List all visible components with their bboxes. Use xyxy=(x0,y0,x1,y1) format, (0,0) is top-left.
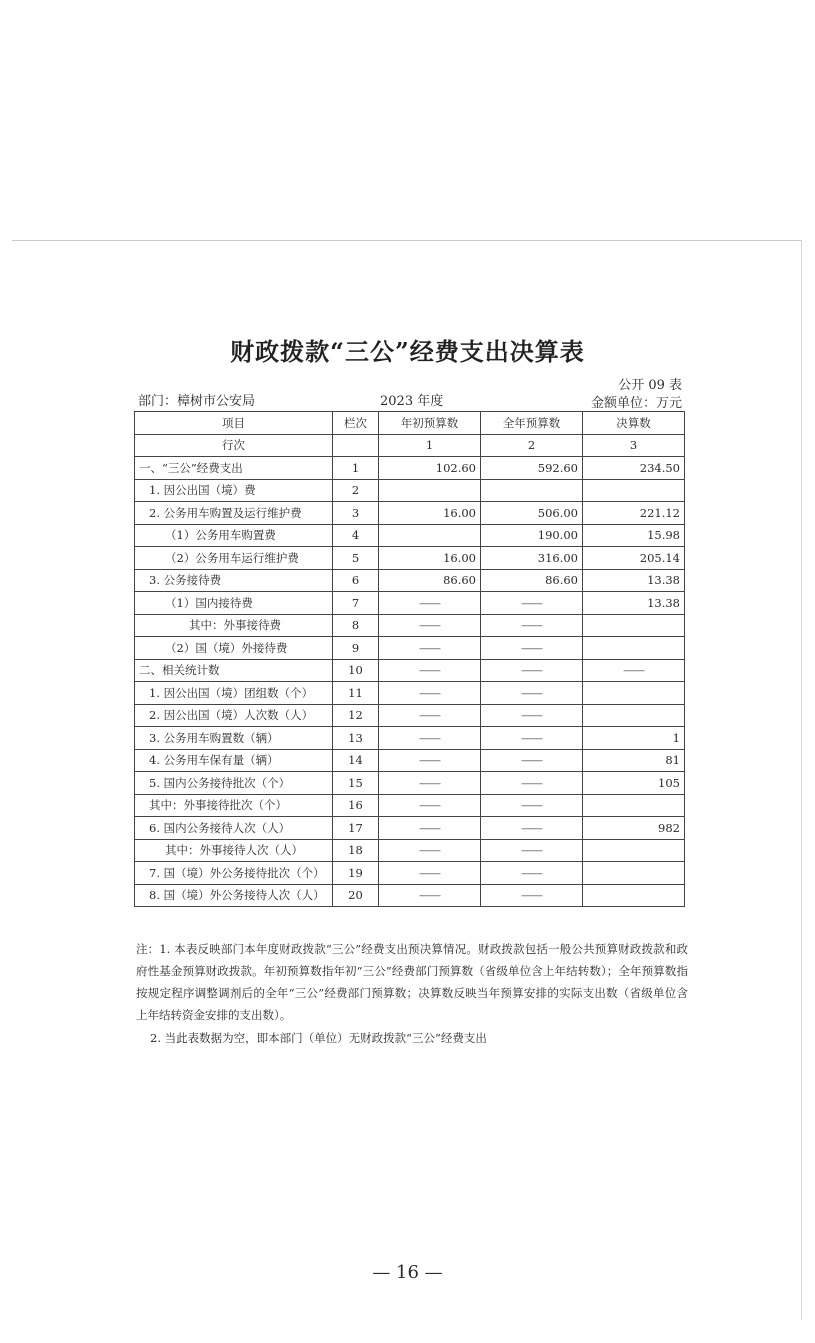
row-item: （2）国（境）外接待费 xyxy=(135,637,333,660)
row-index-col xyxy=(333,434,379,457)
row-item: 其中：外事接待费 xyxy=(135,614,333,637)
row-v3: 105 xyxy=(583,772,685,795)
page-number: — 16 — xyxy=(372,1262,443,1283)
row-col: 11 xyxy=(333,682,379,705)
header-item: 项目 xyxy=(135,412,333,435)
row-v2: —— xyxy=(481,727,583,750)
row-col: 17 xyxy=(333,817,379,840)
row-v2: —— xyxy=(481,772,583,795)
fiscal-year: 2023 年度 xyxy=(380,394,444,409)
row-v2: —— xyxy=(481,614,583,637)
row-item: 1. 因公出国（境）费 xyxy=(135,479,333,502)
header-col: 栏次 xyxy=(333,412,379,435)
table-row xyxy=(135,457,685,480)
table-header-row xyxy=(135,412,685,435)
department-label: 部门：樟树市公安局 xyxy=(138,394,256,409)
row-v3 xyxy=(583,839,685,862)
header-annual-budget: 全年预算数 xyxy=(481,412,583,435)
row-v3: 205.14 xyxy=(583,547,685,570)
budget-table xyxy=(134,411,685,907)
row-v1: —— xyxy=(379,682,481,705)
row-col: 3 xyxy=(333,502,379,525)
row-v2: 506.00 xyxy=(481,502,583,525)
table-row xyxy=(135,479,685,502)
row-v3: 1 xyxy=(583,727,685,750)
scan-page-edge-right xyxy=(801,240,802,1320)
row-col: 4 xyxy=(333,524,379,547)
row-col: 2 xyxy=(333,479,379,502)
row-item: 一、“三公”经费支出 xyxy=(135,457,333,480)
row-v2: 86.60 xyxy=(481,569,583,592)
table-row xyxy=(135,637,685,660)
row-item: 3. 公务用车购置数（辆） xyxy=(135,727,333,750)
row-item: 其中：外事接待批次（个） xyxy=(135,794,333,817)
row-v1: —— xyxy=(379,839,481,862)
row-v1: —— xyxy=(379,772,481,795)
row-col: 8 xyxy=(333,614,379,637)
table-row xyxy=(135,592,685,615)
row-v3: 13.38 xyxy=(583,569,685,592)
row-v3 xyxy=(583,794,685,817)
row-v3 xyxy=(583,862,685,885)
row-index-3: 3 xyxy=(583,434,685,457)
table-row xyxy=(135,884,685,907)
row-index-1: 1 xyxy=(379,434,481,457)
document-title: 财政拨款“三公”经费支出决算表 xyxy=(230,337,585,366)
row-v2: —— xyxy=(481,884,583,907)
row-v1: 102.60 xyxy=(379,457,481,480)
table-row xyxy=(135,727,685,750)
amount-unit: 金额单位：万元 xyxy=(590,396,682,411)
table-row xyxy=(135,794,685,817)
row-item: 2. 公务用车购置及运行维护费 xyxy=(135,502,333,525)
row-item: 其中：外事接待人次（人） xyxy=(135,839,333,862)
row-v2: —— xyxy=(481,749,583,772)
row-v2: —— xyxy=(481,839,583,862)
row-col: 1 xyxy=(333,457,379,480)
table-row xyxy=(135,839,685,862)
row-col: 6 xyxy=(333,569,379,592)
row-item: （2）公务用车运行维护费 xyxy=(135,547,333,570)
row-v3 xyxy=(583,479,685,502)
row-v1: —— xyxy=(379,817,481,840)
row-v1: —— xyxy=(379,727,481,750)
row-v2: 316.00 xyxy=(481,547,583,570)
row-v3 xyxy=(583,884,685,907)
row-v1: —— xyxy=(379,592,481,615)
row-item: 2. 因公出国（境）人次数（人） xyxy=(135,704,333,727)
row-v2: —— xyxy=(481,682,583,705)
table-row xyxy=(135,682,685,705)
row-item: 3. 公务接待费 xyxy=(135,569,333,592)
row-col: 18 xyxy=(333,839,379,862)
table-row xyxy=(135,659,685,682)
row-v1 xyxy=(379,479,481,502)
row-v3: 13.38 xyxy=(583,592,685,615)
row-col: 16 xyxy=(333,794,379,817)
row-v3 xyxy=(583,704,685,727)
row-v3: 15.98 xyxy=(583,524,685,547)
row-col: 15 xyxy=(333,772,379,795)
row-item: 4. 公务用车保有量（辆） xyxy=(135,749,333,772)
table-row xyxy=(135,749,685,772)
row-item: 7. 国（境）外公务接待批次（个） xyxy=(135,862,333,885)
table-row xyxy=(135,862,685,885)
row-v2 xyxy=(481,479,583,502)
row-v1: —— xyxy=(379,637,481,660)
row-v3: 81 xyxy=(583,749,685,772)
row-col: 14 xyxy=(333,749,379,772)
row-v1: 16.00 xyxy=(379,547,481,570)
row-v2: —— xyxy=(481,659,583,682)
row-v2: 190.00 xyxy=(481,524,583,547)
row-item: 二、相关统计数 xyxy=(135,659,333,682)
row-v3: 234.50 xyxy=(583,457,685,480)
row-item: 6. 国内公务接待人次（人） xyxy=(135,817,333,840)
row-col: 19 xyxy=(333,862,379,885)
table-row xyxy=(135,524,685,547)
table-row xyxy=(135,614,685,637)
row-item: （1）国内接待费 xyxy=(135,592,333,615)
row-v1: —— xyxy=(379,862,481,885)
header-final-account: 决算数 xyxy=(583,412,685,435)
scan-page-edge xyxy=(12,240,802,241)
row-v2: —— xyxy=(481,704,583,727)
table-row xyxy=(135,772,685,795)
row-v2: —— xyxy=(481,817,583,840)
header-initial-budget: 年初预算数 xyxy=(379,412,481,435)
row-v1: —— xyxy=(379,659,481,682)
row-v2: —— xyxy=(481,592,583,615)
row-col: 12 xyxy=(333,704,379,727)
row-col: 10 xyxy=(333,659,379,682)
row-item: 5. 国内公务接待批次（个） xyxy=(135,772,333,795)
row-v1: —— xyxy=(379,884,481,907)
row-v1: —— xyxy=(379,794,481,817)
row-index-2: 2 xyxy=(481,434,583,457)
table-row xyxy=(135,704,685,727)
row-col: 20 xyxy=(333,884,379,907)
row-index-label: 行次 xyxy=(135,434,333,457)
row-v1 xyxy=(379,524,481,547)
table-notes xyxy=(136,938,688,1026)
table-row xyxy=(135,817,685,840)
note-2: 2. 当此表数据为空，即本部门（单位）无财政拨款“三公”经费支出 xyxy=(150,1031,487,1045)
row-item: 1. 因公出国（境）团组数（个） xyxy=(135,682,333,705)
row-v3 xyxy=(583,614,685,637)
row-v3: 982 xyxy=(583,817,685,840)
row-v3: —— xyxy=(583,659,685,682)
table-row xyxy=(135,547,685,570)
table-row xyxy=(135,569,685,592)
row-v3 xyxy=(583,682,685,705)
row-item: （1）公务用车购置费 xyxy=(135,524,333,547)
table-row xyxy=(135,502,685,525)
row-v1: —— xyxy=(379,749,481,772)
row-v2: —— xyxy=(481,862,583,885)
row-item: 8. 国（境）外公务接待人次（人） xyxy=(135,884,333,907)
note-1: 注：1. 本表反映部门本年度财政拨款“三公”经费支出预决算情况。财政拨款包括一般公共预算财政拨款和政府性基金预算财政拨款。年初预算数指年初“三公”经费部门预算数（省级单位含上年结转数）；全年预算数指按规定程序调整调剂后的全年“三公”经费部门预算数；决算数反映当年预算安排的实际支出数（省级单位含上年结转资金安排的支出数）。 xyxy=(136,942,688,1022)
row-v1: —— xyxy=(379,614,481,637)
row-col: 5 xyxy=(333,547,379,570)
row-v3: 221.12 xyxy=(583,502,685,525)
row-col: 13 xyxy=(333,727,379,750)
row-col: 9 xyxy=(333,637,379,660)
row-col: 7 xyxy=(333,592,379,615)
row-v1: 86.60 xyxy=(379,569,481,592)
row-v1: —— xyxy=(379,704,481,727)
row-index-row xyxy=(135,434,685,457)
row-v2: —— xyxy=(481,637,583,660)
form-number: 公开 09 表 xyxy=(618,378,682,393)
row-v2: 592.60 xyxy=(481,457,583,480)
row-v2: —— xyxy=(481,794,583,817)
row-v1: 16.00 xyxy=(379,502,481,525)
row-v3 xyxy=(583,637,685,660)
